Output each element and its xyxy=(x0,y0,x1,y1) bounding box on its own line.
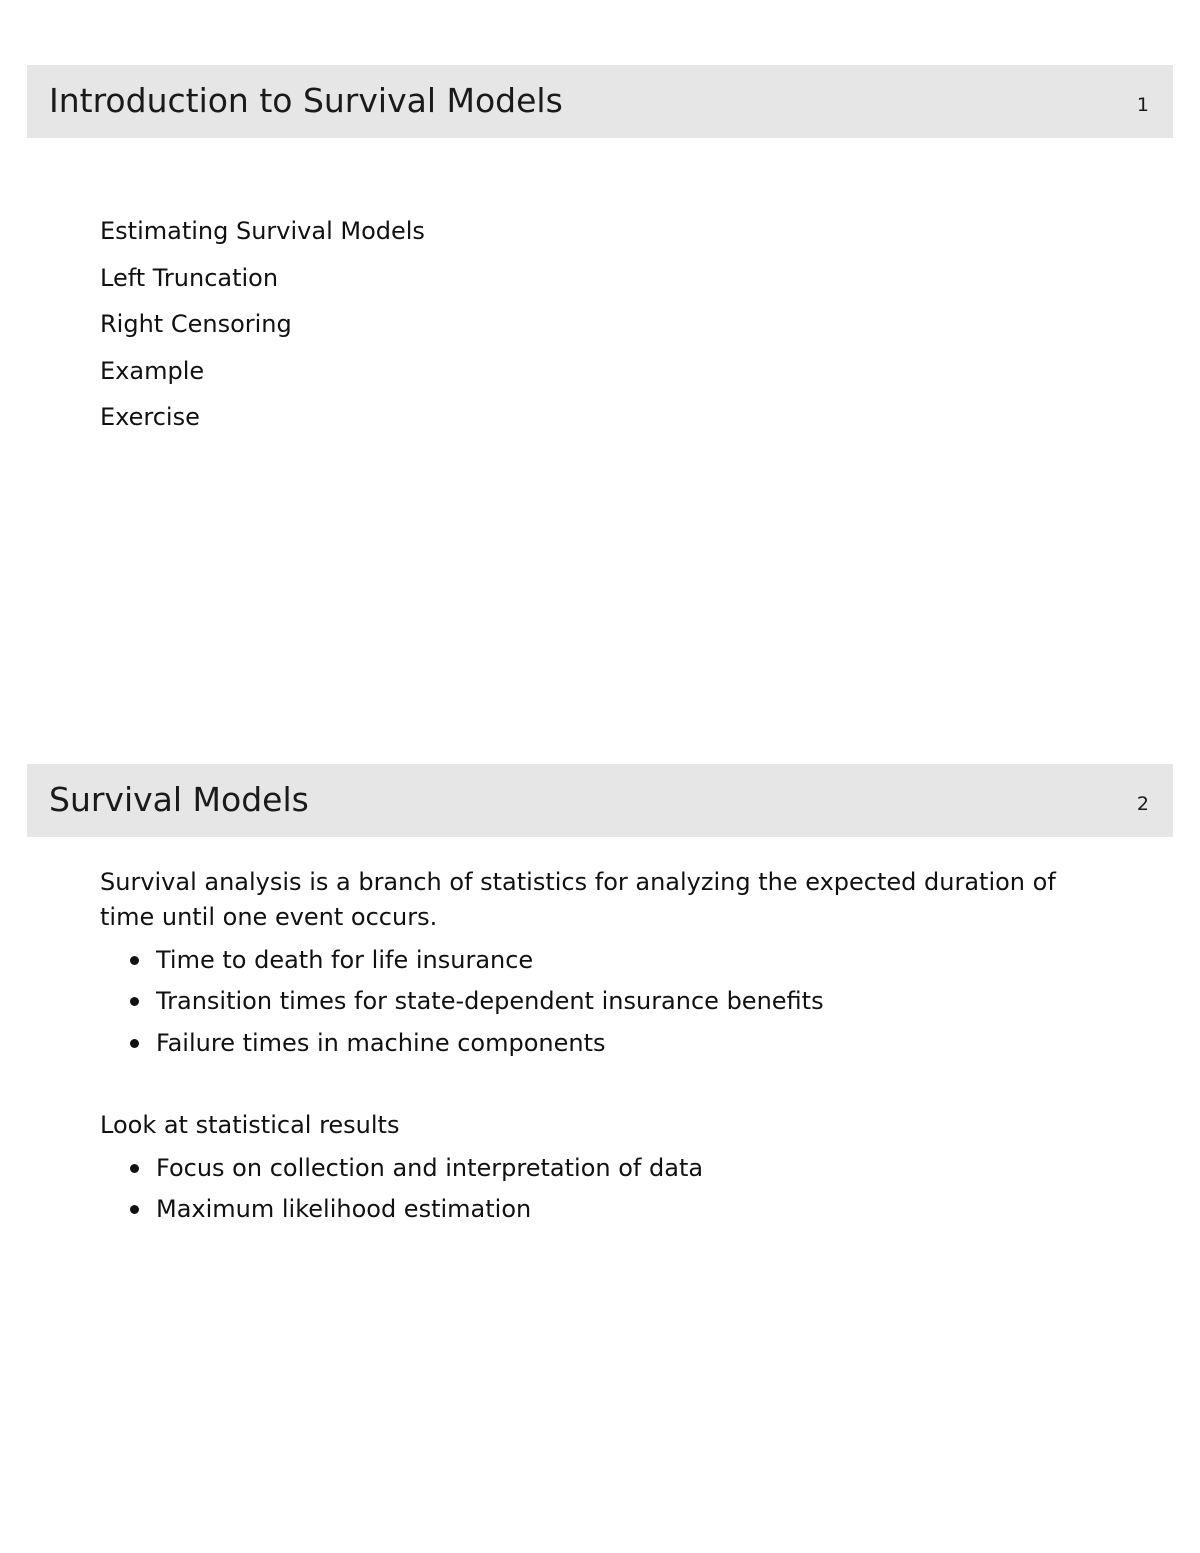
bullet-dot-icon xyxy=(130,1039,139,1048)
bullet-item xyxy=(100,943,1100,977)
bullet-dot-icon xyxy=(130,1205,139,1214)
slide-2-body-section-1 xyxy=(100,865,1100,1060)
intro-paragraph: Survival analysis is a branch of statistics for analyzing the expected duration of time until one event occurs. xyxy=(100,868,1056,931)
bullet-dot-icon xyxy=(130,1164,139,1173)
bullet-dot-icon xyxy=(130,956,139,965)
slide-2-number: 2 xyxy=(1136,793,1149,815)
bullet-item xyxy=(100,1026,1100,1060)
slide-2-header xyxy=(27,764,1173,837)
bullet-text: Time to death for life insurance xyxy=(156,945,534,974)
outline-item: Right Censoring xyxy=(100,310,292,338)
bullet-text: Maximum likelihood estimation xyxy=(156,1195,532,1223)
outline-item: Estimating Survival Models xyxy=(100,217,425,245)
bullet-item xyxy=(100,984,1100,1018)
bullet-item xyxy=(100,1192,1100,1226)
slide-2-title: Survival Models xyxy=(49,780,309,819)
slide-1-number: 1 xyxy=(1136,94,1149,116)
slide-2-body-section-2 xyxy=(100,1108,1100,1226)
bullet-text: Focus on collection and interpretation of data xyxy=(156,1153,704,1182)
bullet-dot-icon xyxy=(130,997,139,1006)
bullet-list-2 xyxy=(100,1151,1100,1227)
slide-1-title: Introduction to Survival Models xyxy=(49,81,563,120)
slide-1-outline xyxy=(100,214,425,447)
outline-item: Left Truncation xyxy=(100,263,279,292)
outline-item: Example xyxy=(100,356,205,385)
bullet-text: Transition times for state-dependent insurance benefits xyxy=(156,987,824,1015)
bullet-item xyxy=(100,1151,1100,1185)
outline-item: Exercise xyxy=(100,403,200,431)
bullet-text: Failure times in machine components xyxy=(156,1028,606,1057)
section-lead: Look at statistical results xyxy=(100,1111,400,1139)
bullet-list-1 xyxy=(100,943,1100,1060)
slide-1-header xyxy=(27,65,1173,138)
